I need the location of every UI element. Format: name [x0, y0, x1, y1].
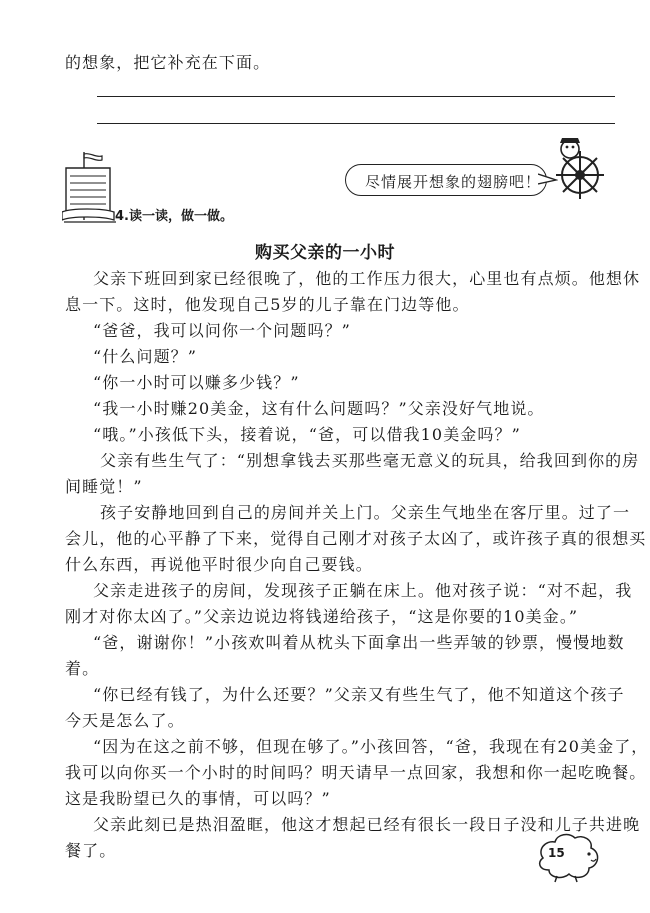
story-title: 购买父亲的一小时	[255, 243, 395, 263]
story-line: “我一小时赚20美金，这有什么问题吗？”父亲没好气地说。	[93, 399, 545, 418]
story-line: “你一小时可以赚多少钱？”	[93, 373, 300, 392]
answer-line-2	[97, 123, 615, 124]
story-line: “什么问题？”	[93, 347, 198, 366]
story-line: 什么东西，再说他平时很少向自己要钱。	[65, 555, 373, 574]
story-line: 父亲下班回到家已经很晚了，他的工作压力很大，心里也有点烦。他想休	[93, 269, 641, 288]
intro-line: 的想象，把它补充在下面。	[65, 53, 271, 72]
story-line: 父亲有些生气了：“别想拿钱去买那些毫无意义的玩具，给我回到你的房	[100, 451, 640, 470]
story-line: “爸爸，我可以问你一个问题吗？”	[93, 321, 351, 340]
story-line: 息一下。这时，他发现自己5岁的儿子靠在门边等他。	[65, 295, 470, 314]
section-label: 4.读一读，做一做。	[115, 209, 233, 224]
story-line: 孩子安静地回到自己的房间并关上门。父亲生气地坐在客厅里。过了一	[100, 503, 631, 522]
story-line: 着。	[65, 659, 100, 678]
story-line: “你已经有钱了，为什么还要？”父亲又有些生气了，他不知道这个孩子	[93, 685, 625, 704]
sailor-wheel-illustration	[548, 135, 604, 199]
story-line: 餐了。	[65, 841, 117, 860]
page-number: 15	[548, 846, 565, 860]
answer-line-1	[97, 96, 615, 97]
story-line: 今天是怎么了。	[65, 711, 185, 730]
story-line: “因为在这之前不够，但现在够了。”小孩回答，“爸，我现在有20美金了，	[93, 737, 649, 756]
scroll-illustration	[62, 150, 118, 224]
bubble-text: 尽情展开想象的翅膀吧！	[365, 173, 542, 191]
story-line: 父亲此刻已是热泪盈眶，他这才想起已经有很长一段日子没和儿子共进晚	[93, 815, 641, 834]
story-line: “哦。”小孩低下头，接着说，“爸，可以借我10美金吗？”	[93, 425, 521, 444]
story-line: 会儿，他的心平静了下来，觉得自己刚才对孩子太凶了，或许孩子真的很想买	[65, 529, 647, 548]
story-line: 间睡觉！”	[65, 477, 143, 496]
story-line: 我可以向你买一个小时的时间吗？明天请早一点回家，我想和你一起吃晚餐。	[65, 763, 647, 782]
sheep-illustration	[535, 828, 605, 884]
story-line: 这是我盼望已久的事情，可以吗？”	[65, 789, 331, 808]
story-line: 刚才对你太凶了。”父亲边说边将钱递给孩子，“这是你要的10美金。”	[65, 607, 579, 626]
story-line: 父亲走进孩子的房间，发现孩子正躺在床上。他对孩子说：“对不起，我	[93, 581, 633, 600]
story-line: “爸，谢谢你！”小孩欢叫着从枕头下面拿出一些弄皱的钞票，慢慢地数	[93, 633, 625, 652]
